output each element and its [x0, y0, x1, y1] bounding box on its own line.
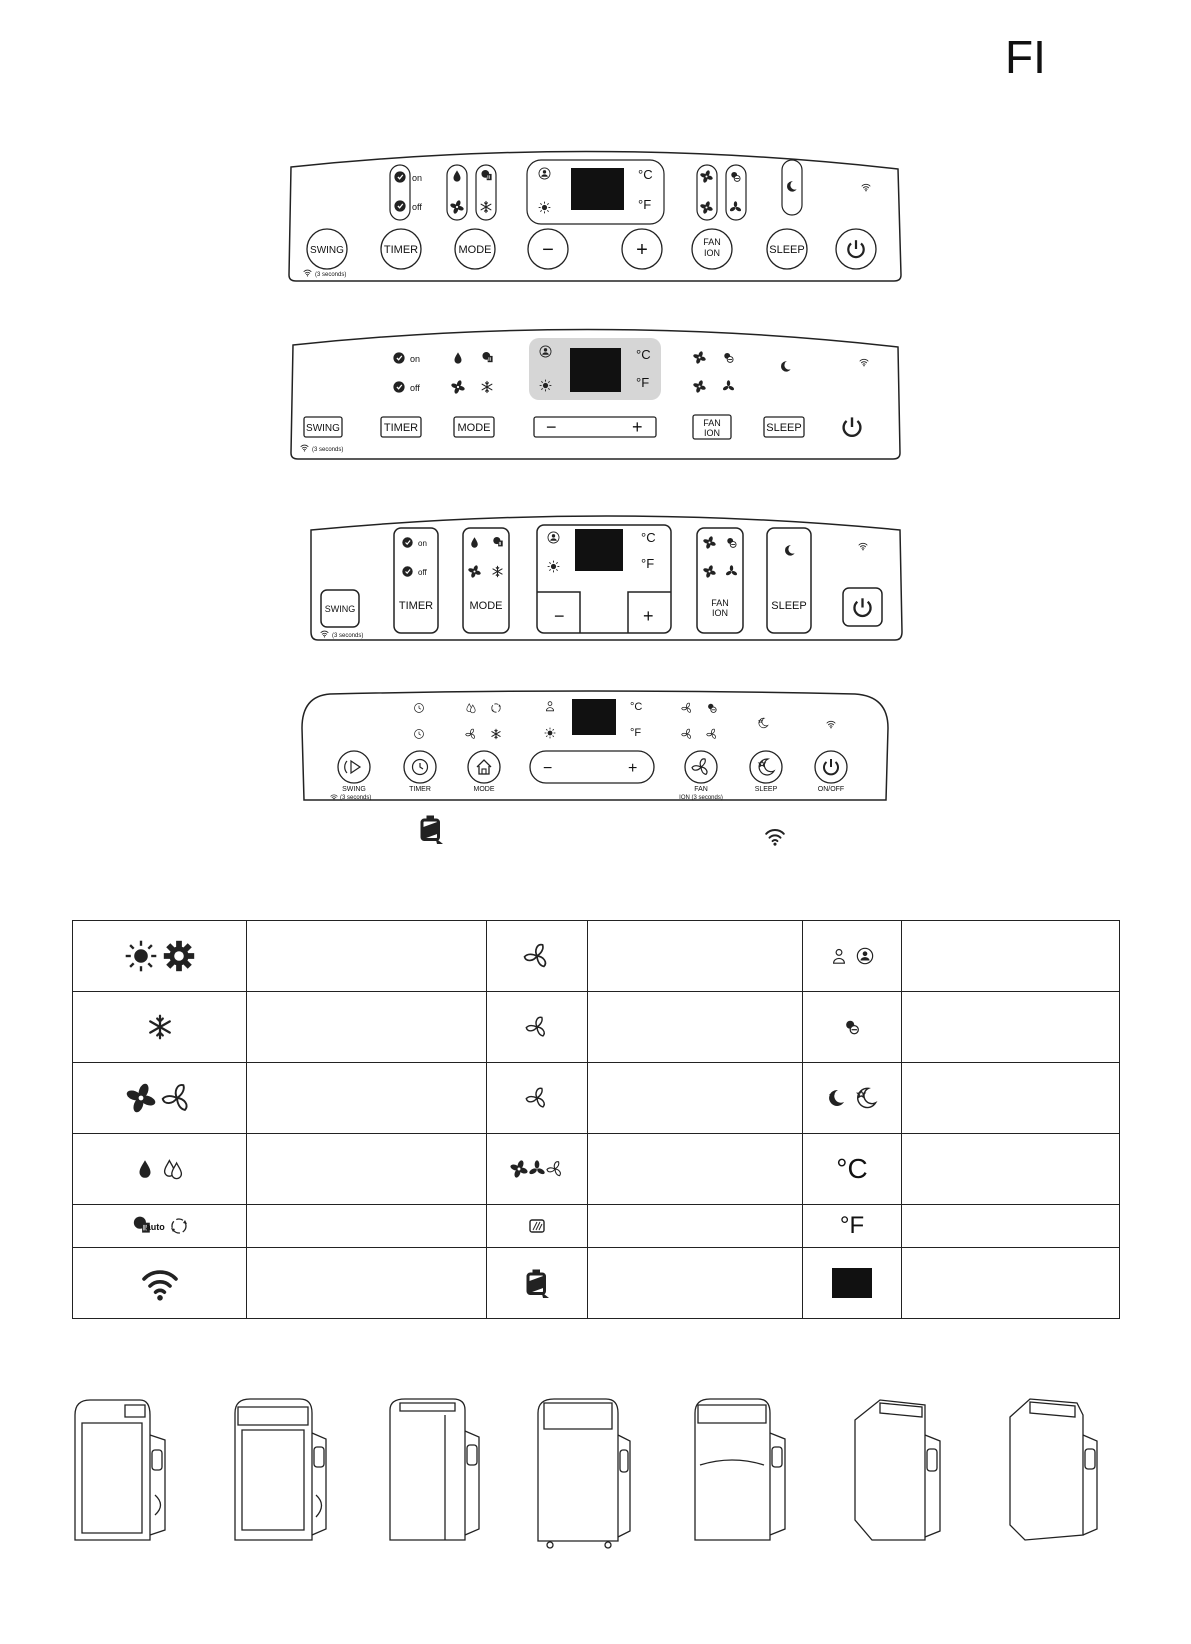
unit-image-5: [690, 1395, 790, 1545]
legend-cell-fan: [73, 1063, 247, 1134]
svg-text:MODE: MODE: [458, 244, 492, 256]
svg-text:FAN: FAN: [703, 237, 721, 247]
sleep-icon: [787, 181, 797, 191]
legend-cell-ion: [803, 992, 902, 1063]
heat-icon: [540, 380, 552, 392]
unit-c: °C: [638, 167, 653, 182]
person-circle-icon: [856, 947, 874, 965]
fan-mode-icon: [465, 729, 475, 739]
legend-desc: [247, 992, 487, 1063]
power-button[interactable]: [836, 229, 876, 269]
svg-text:TIMER: TIMER: [383, 422, 419, 434]
unit-image-6: [850, 1395, 950, 1545]
fan-high-icon: [681, 703, 691, 713]
moon-icon: [826, 1088, 846, 1108]
control-panel-2: [288, 323, 906, 463]
wifi-icon: [862, 184, 870, 191]
auto-icon: [482, 352, 492, 362]
water-tank-icon: [522, 1268, 552, 1298]
onoff-button[interactable]: [815, 751, 847, 783]
sleep-icon: [759, 718, 768, 728]
unit-f: °F: [630, 727, 642, 739]
fan-medium-icon: [703, 565, 717, 579]
timer-off-label: off: [418, 568, 427, 577]
timer-button[interactable]: [381, 229, 421, 269]
legend-desc: [588, 992, 803, 1063]
ion-icon: [708, 704, 716, 713]
swing-icon: [345, 761, 360, 773]
minus-button[interactable]: −: [554, 606, 565, 626]
timer-icon: [413, 760, 428, 775]
legend-desc: [588, 1205, 803, 1248]
plus-button[interactable]: +: [643, 606, 654, 626]
timer-off-icon: [393, 381, 404, 392]
plus-button[interactable]: +: [628, 760, 638, 777]
legend-desc: [902, 1134, 1120, 1205]
wifi-icon: [827, 721, 835, 728]
fan-high-icon: [523, 942, 551, 970]
legend-cell-display: [803, 1248, 902, 1319]
sleep-button[interactable]: [767, 229, 807, 269]
display-screen: [572, 699, 616, 735]
mode-button[interactable]: [468, 751, 500, 783]
timer-off-label: off: [412, 202, 422, 212]
unit-image-4: [530, 1395, 640, 1550]
sun-icon: [124, 939, 158, 973]
timer-off-label: off: [410, 383, 420, 393]
dry-icon: [454, 170, 461, 181]
sleep-icon: [781, 361, 791, 371]
sleep-button[interactable]: [750, 751, 782, 783]
svg-text:ION: ION: [703, 248, 721, 258]
svg-text:SWING: SWING: [310, 245, 344, 256]
legend-desc: [902, 921, 1120, 992]
svg-text:MODE: MODE: [457, 422, 491, 434]
timer-off-icon: [402, 566, 412, 576]
swing-wifi-icon: [321, 631, 328, 637]
mode-label: MODE: [473, 786, 495, 793]
legend-cell-dry: [73, 1134, 247, 1205]
legend-desc: [247, 921, 487, 992]
legend-desc: [247, 1205, 487, 1248]
legend-desc: [588, 1248, 803, 1319]
timer-button[interactable]: [404, 751, 436, 783]
legend-desc: [588, 1134, 803, 1205]
fan-high-icon: [703, 536, 717, 550]
fan-icon: [126, 1083, 156, 1113]
timer-on-icon: [393, 352, 404, 363]
legend-cell-filter: [487, 1205, 588, 1248]
heat-icon: [545, 728, 556, 739]
fan-button[interactable]: [685, 751, 717, 783]
unit-f: °F: [641, 556, 655, 571]
legend-desc: [247, 1134, 487, 1205]
swing-note: (3 seconds): [315, 272, 347, 278]
swing-label: SWING: [342, 786, 366, 793]
fan-medium-icon: [681, 729, 691, 739]
ion-icon: [724, 353, 733, 362]
wifi-icon: [140, 1263, 180, 1303]
auto-icon: [491, 704, 501, 712]
person-icon: [539, 168, 550, 179]
celsius-icon: °C: [836, 1153, 868, 1184]
svg-text:FAN: FAN: [703, 418, 721, 428]
fan-medium-icon: [693, 380, 707, 394]
unit-image-1: [70, 1395, 170, 1545]
svg-text:SWING: SWING: [306, 423, 340, 434]
svg-text:SWING: SWING: [324, 604, 356, 614]
display-icon: [831, 1267, 873, 1299]
unit-f: °F: [636, 375, 650, 390]
legend-cell-cool: [73, 992, 247, 1063]
timer-button[interactable]: [381, 417, 421, 437]
timer-on-icon: [402, 537, 412, 547]
timer-on-label: on: [418, 539, 427, 548]
fan-mode-icon: [468, 565, 482, 579]
person-icon: [830, 947, 848, 965]
unit-image-7: [1005, 1395, 1105, 1545]
unit-c: °C: [641, 530, 656, 545]
svg-text:+: +: [636, 239, 648, 261]
control-panel-1: [286, 145, 906, 285]
fan-outline-icon: [161, 1082, 193, 1114]
swing-note: (3 seconds): [312, 447, 344, 453]
plus-button[interactable]: [622, 229, 662, 269]
onoff-label: ON/OFF: [817, 786, 845, 793]
ion-icon: [731, 172, 740, 181]
unit-image-3: [385, 1395, 485, 1545]
swing-wifi-icon: [304, 270, 311, 276]
swing-button[interactable]: [338, 751, 370, 783]
sleep-label: SLEEP: [754, 786, 778, 793]
legend-desc: [247, 1063, 487, 1134]
power-icon: [854, 598, 870, 616]
symbol-legend-table: [72, 920, 1120, 1319]
display-screen: [571, 168, 624, 210]
unit-image-2: [230, 1395, 330, 1545]
fan-low-icon: [722, 380, 734, 391]
sleep-button-icon: [759, 759, 774, 775]
fan-mode-icon: [451, 380, 466, 395]
control-panel-4: [300, 688, 890, 808]
auto-icon: [493, 537, 502, 546]
mode-button[interactable]: [455, 229, 495, 269]
legend-cell-water-tank: [487, 1248, 588, 1319]
svg-text:SLEEP: SLEEP: [766, 422, 802, 434]
water-tank-icon: [416, 814, 446, 844]
gear-icon: [163, 940, 195, 972]
svg-text:TIMER: TIMER: [383, 244, 419, 256]
fahrenheit-icon: °F: [839, 1212, 865, 1239]
legend-desc: [588, 921, 803, 992]
fan-ion-button[interactable]: [693, 415, 731, 439]
swing-note: (3 seconds): [332, 633, 364, 639]
unit-illustrations: [60, 1395, 1130, 1555]
timer-on-label: on: [410, 354, 421, 364]
timer-off-icon: [394, 200, 405, 211]
legend-cell-heat: [73, 921, 247, 992]
fan-speeds-icon: [510, 1160, 528, 1178]
heat-icon: [548, 561, 560, 573]
fan-low-icon: [729, 201, 741, 212]
ion-icon: [843, 1018, 861, 1036]
legend-desc: [902, 1063, 1120, 1134]
power-icon: [824, 759, 838, 774]
timer-on-icon: [394, 171, 405, 182]
timer-on-label: on: [412, 173, 423, 183]
swing-button[interactable]: [304, 417, 342, 437]
timer-label: TIMER: [409, 786, 431, 793]
mode-button[interactable]: MODE: [469, 600, 503, 612]
drop-icon: [134, 1158, 156, 1180]
svg-text:FAN: FAN: [711, 598, 729, 608]
legend-cell-auto: [73, 1205, 247, 1248]
power-button[interactable]: [843, 588, 882, 626]
dry-icon: [471, 537, 478, 547]
timer-on-icon: [415, 704, 424, 713]
dry-icon: [467, 704, 475, 713]
swing-button[interactable]: [321, 590, 359, 627]
legend-cell-fan-medium: [487, 992, 588, 1063]
person-icon: [548, 532, 559, 543]
minus-button[interactable]: −: [546, 417, 557, 437]
wifi-icon: [859, 543, 867, 550]
legend-desc: [902, 992, 1120, 1063]
heat-icon: [539, 202, 551, 214]
legend-cell-sleep: [803, 1063, 902, 1134]
minus-button[interactable]: [528, 229, 568, 269]
auto-circle-icon: [169, 1216, 189, 1236]
minus-button[interactable]: −: [543, 760, 553, 777]
person-icon: [546, 702, 553, 711]
fan-low-icon: [725, 565, 737, 576]
unit-c: °C: [636, 347, 651, 362]
display-screen: [575, 529, 623, 571]
unit-c: °C: [630, 701, 643, 713]
fan-high-icon: [693, 351, 707, 365]
drop-outline-icon: [161, 1157, 185, 1181]
wifi-icon: [764, 825, 786, 847]
wifi-icon: [860, 359, 868, 366]
fan-speeds-icon: [546, 1160, 564, 1178]
fan-medium-icon: [700, 201, 714, 215]
sleep-button[interactable]: [764, 417, 804, 437]
legend-cell-celsius: [803, 1134, 902, 1205]
dry-icon: [455, 352, 462, 363]
mode-icon: [477, 760, 491, 774]
power-icon: [848, 240, 863, 257]
legend-desc: [588, 1063, 803, 1134]
cool-icon: [482, 381, 492, 392]
fan-medium-icon: [525, 1015, 549, 1039]
auto-icon: [481, 170, 491, 180]
filter-icon: [527, 1216, 547, 1236]
legend-desc: [902, 1205, 1120, 1248]
fan-mode-icon: [450, 200, 465, 215]
auto-label: auto: [145, 1222, 165, 1233]
language-code: FI: [1005, 31, 1046, 83]
fan-ion-button[interactable]: [692, 229, 732, 269]
mode-button[interactable]: [454, 417, 494, 437]
legend-cell-person: [803, 921, 902, 992]
unit-f: °F: [638, 197, 652, 212]
fan-note: ION (3 seconds): [679, 795, 723, 801]
fan-icon: [692, 759, 709, 775]
legend-cell-fan-low: [487, 1063, 588, 1134]
svg-text:SLEEP: SLEEP: [769, 244, 805, 256]
control-panel-3: [308, 508, 908, 648]
ion-icon: [727, 538, 736, 547]
moon-outline-icon: [854, 1086, 878, 1110]
legend-cell-fan-high: [487, 921, 588, 992]
cool-icon: [493, 566, 502, 576]
timer-button[interactable]: TIMER: [398, 600, 434, 612]
swing-button[interactable]: [307, 229, 347, 269]
legend-cell-wifi: [73, 1248, 247, 1319]
legend-desc: [247, 1248, 487, 1319]
snowflake-icon: [146, 1013, 174, 1041]
power-button[interactable]: [844, 417, 861, 435]
swing-note: (3 seconds): [340, 795, 372, 801]
sleep-button[interactable]: SLEEP: [771, 600, 807, 612]
fan-ion-button[interactable]: [711, 598, 729, 618]
legend-cell-fan-speeds: [487, 1134, 588, 1205]
swing-wifi-icon: [301, 445, 308, 451]
fan-low-icon: [525, 1086, 549, 1110]
timer-off-icon: [415, 730, 424, 739]
legend-cell-fahrenheit: [803, 1205, 902, 1248]
fan-low-icon: [706, 729, 716, 739]
sleep-icon: [785, 545, 795, 555]
svg-text:ION: ION: [711, 608, 729, 618]
display-screen: [570, 348, 621, 392]
fan-high-icon: [700, 170, 714, 184]
legend-desc: [902, 1248, 1120, 1319]
fan-label: FAN: [694, 786, 708, 793]
svg-text:−: −: [542, 239, 554, 261]
plus-button[interactable]: +: [632, 417, 643, 437]
fan-speeds-icon: [528, 1160, 546, 1178]
cool-icon: [492, 729, 500, 739]
cool-icon: [481, 201, 491, 212]
svg-text:ION: ION: [703, 428, 721, 438]
